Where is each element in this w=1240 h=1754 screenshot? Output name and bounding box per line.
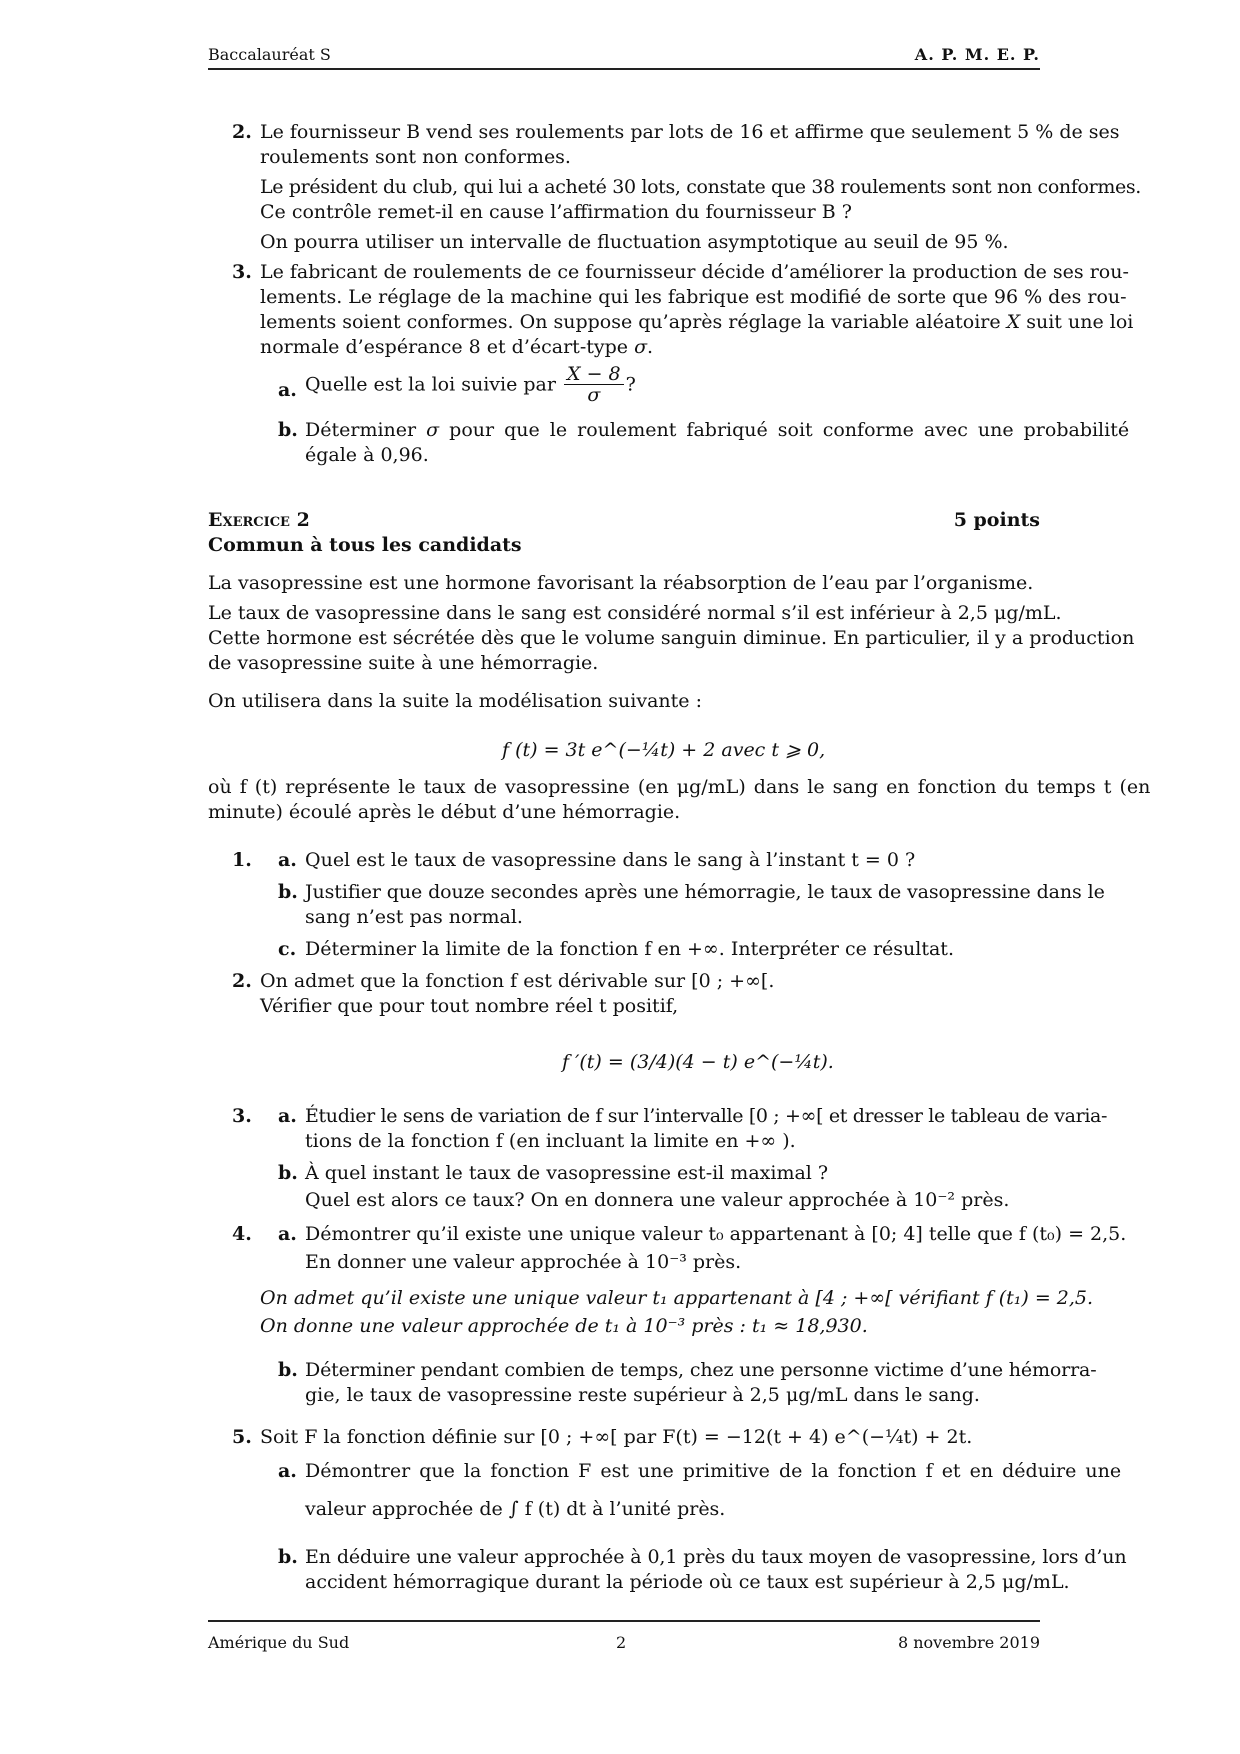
formula-fprime: f ′(t) = (3/4)(4 − t) e^(−¼t). [562, 1051, 834, 1073]
e2-q5-line1: Soit F la fonction définie sur [0 ; +∞[ par F(t) = −12(t + 4) e^(−¼t) + 2t. [260, 1426, 973, 1448]
e2-q5b-line1: En déduire une valeur approchée à 0,1 près du taux moyen de vasopressine, lors d’un [305, 1546, 1127, 1568]
intro-p6: où f (t) représente le taux de vasopressine (en μg/mL) dans le sang en fonction du temps t (en [208, 776, 1151, 798]
intro-p5: On utilisera dans la suite la modélisation suivante : [208, 690, 702, 712]
footer-right: 8 novembre 2019 [897, 1633, 1040, 1652]
e2-q1-number: 1. [232, 849, 252, 871]
e2-q1a-label: a. [278, 849, 297, 871]
e2-q3-number: 3. [232, 1105, 252, 1127]
e2-q3b-line2: Quel est alors ce taux? On en donnera une valeur approchée à 10⁻² près. [305, 1189, 1010, 1211]
e2-q1b-label: b. [278, 881, 298, 903]
fraction-x-minus-8-over-sigma: $\frac{X - 8}{\sigma}$ [564, 364, 624, 405]
e2-q3a-line1: Étudier le sens de variation de f sur l’intervalle [0 ; +∞[ et dresser le tableau de varia- [305, 1105, 1108, 1127]
e2-q2-number: 2. [232, 970, 252, 992]
e2-q5b-line2: accident hémorragique durant la période où ce taux est supérieur à 2,5 μg/mL. [305, 1571, 1070, 1593]
intro-p7: minute) écoulé après le début d’une hémorragie. [208, 801, 681, 823]
exercise-2-points: 5 points [953, 509, 1040, 531]
e2-q5-number: 5. [232, 1426, 252, 1448]
e2-q4-number: 4. [232, 1223, 252, 1245]
e2-q3b-label: b. [278, 1162, 298, 1184]
q2-line4: Ce contrôle remet-il en cause l’affirmation du fournisseur B ? [260, 201, 852, 223]
intro-p1: La vasopressine est une hormone favorisant la réabsorption de l’eau par l’organisme. [208, 572, 1034, 594]
intro-p2: Le taux de vasopressine dans le sang est considéré normal s’il est inférieur à 2,5 μg/mL. [208, 602, 1062, 624]
e2-q4a-label: a. [278, 1223, 297, 1245]
q3a-text: Quelle est la loi suivie par $\frac{X - 8}{\sigma}$ ? [305, 363, 636, 406]
e2-q5a-line1: Démontrer que la fonction F est une primitive de la fonction f et en déduire une [305, 1460, 1122, 1482]
header-left: Baccalauréat S [208, 45, 331, 64]
e2-q5b-label: b. [278, 1546, 298, 1568]
e2-q1c: Déterminer la limite de la fonction f en +∞. Interpréter ce résultat. [305, 938, 954, 960]
e2-q3b-line1: À quel instant le taux de vasopressine est-il maximal ? [305, 1162, 829, 1184]
footer-page-number: 2 [616, 1633, 627, 1652]
q3b-line1: Déterminer σ pour que le roulement fabriqué soit conforme avec une probabilité [305, 419, 1130, 441]
e2-q4a-line2: En donner une valeur approchée à 10⁻³ près. [305, 1251, 742, 1273]
exercise-2-title: Exercice 2 [208, 509, 310, 531]
q3-line2: lements. Le réglage de la machine qui les fabrique est modifié de sorte que 96 % des rou- [260, 286, 1127, 308]
e2-q3a-label: a. [278, 1105, 297, 1127]
q3b-label: b. [278, 419, 298, 441]
e2-q5a-line2: valeur approchée de ∫ f (t) dt à l’unité près. [305, 1498, 726, 1520]
e2-q1b-line1: Justifier que douze secondes après une hémorragie, le taux de vasopressine dans le [305, 881, 1105, 903]
e2-q4b-label: b. [278, 1359, 298, 1381]
e2-q1c-label: c. [278, 938, 297, 960]
exercise-2-subtitle: Commun à tous les candidats [208, 534, 522, 556]
footer-left: Amérique du Sud [208, 1633, 350, 1652]
e2-q4b-line1: Déterminer pendant combien de temps, chez une personne victime d’une hémorra- [305, 1359, 1097, 1381]
q3a-label: a. [278, 379, 297, 401]
q2-line5: On pourra utiliser un intervalle de fluctuation asymptotique au seuil de 95 %. [260, 231, 1009, 253]
e2-q1a: Quel est le taux de vasopressine dans le sang à l’instant t = 0 ? [305, 849, 916, 871]
page-footer [208, 1620, 1040, 1662]
q3-line1: Le fabricant de roulements de ce fournisseur décide d’améliorer la production de ses rou- [260, 261, 1129, 283]
e2-q2-line2: Vérifier que pour tout nombre réel t positif, [260, 995, 679, 1017]
q2-number: 2. [232, 121, 252, 143]
q2-line2: roulements sont non conformes. [260, 146, 571, 168]
e2-q4a-line1: Démontrer qu’il existe une unique valeur t₀ appartenant à [0; 4] telle que f (t₀) = 2,5. [305, 1223, 1127, 1245]
q3-number: 3. [232, 261, 252, 283]
formula-f: f (t) = 3t e^(−¼t) + 2 avec t ⩾ 0, [502, 739, 826, 761]
e2-q2-line1: On admet que la fonction f est dérivable sur [0 ; +∞[. [260, 970, 775, 992]
intro-p4: de vasopressine suite à une hémorragie. [208, 652, 599, 674]
q3-line3: lements soient conformes. On suppose qu’après réglage la variable aléatoire X suit une loi [260, 311, 1134, 333]
q2-line1: Le fournisseur B vend ses roulements par lots de 16 et affirme que seulement 5 % de ses [260, 121, 1120, 143]
q3-line4: normale d’espérance 8 et d’écart-type σ. [260, 336, 654, 358]
q3b-line2: égale à 0,96. [305, 444, 429, 466]
e2-q4-italic1: On admet qu’il existe une unique valeur t₁ appartenant à [4 ; +∞[ vérifiant f (t₁) = 2,5. [260, 1287, 1094, 1309]
e2-q1b-line2: sang n’est pas normal. [305, 906, 523, 928]
e2-q5a-label: a. [278, 1460, 297, 1482]
e2-q3a-line2: tions de la fonction f (en incluant la limite en +∞ ). [305, 1130, 796, 1152]
e2-q4-italic2: On donne une valeur approchée de t₁ à 10⁻³ près : t₁ ≈ 18,930. [260, 1315, 868, 1337]
header-right: A. P. M. E. P. [914, 45, 1040, 64]
page-header [208, 42, 1040, 70]
intro-p3: Cette hormone est sécrétée dès que le volume sanguin diminue. En particulier, il y a production [208, 627, 1135, 649]
q2-line3: Le président du club, qui lui a acheté 30 lots, constate que 38 roulements sont non conformes. [260, 176, 1141, 198]
e2-q4b-line2: gie, le taux de vasopressine reste supérieur à 2,5 μg/mL dans le sang. [305, 1384, 980, 1406]
